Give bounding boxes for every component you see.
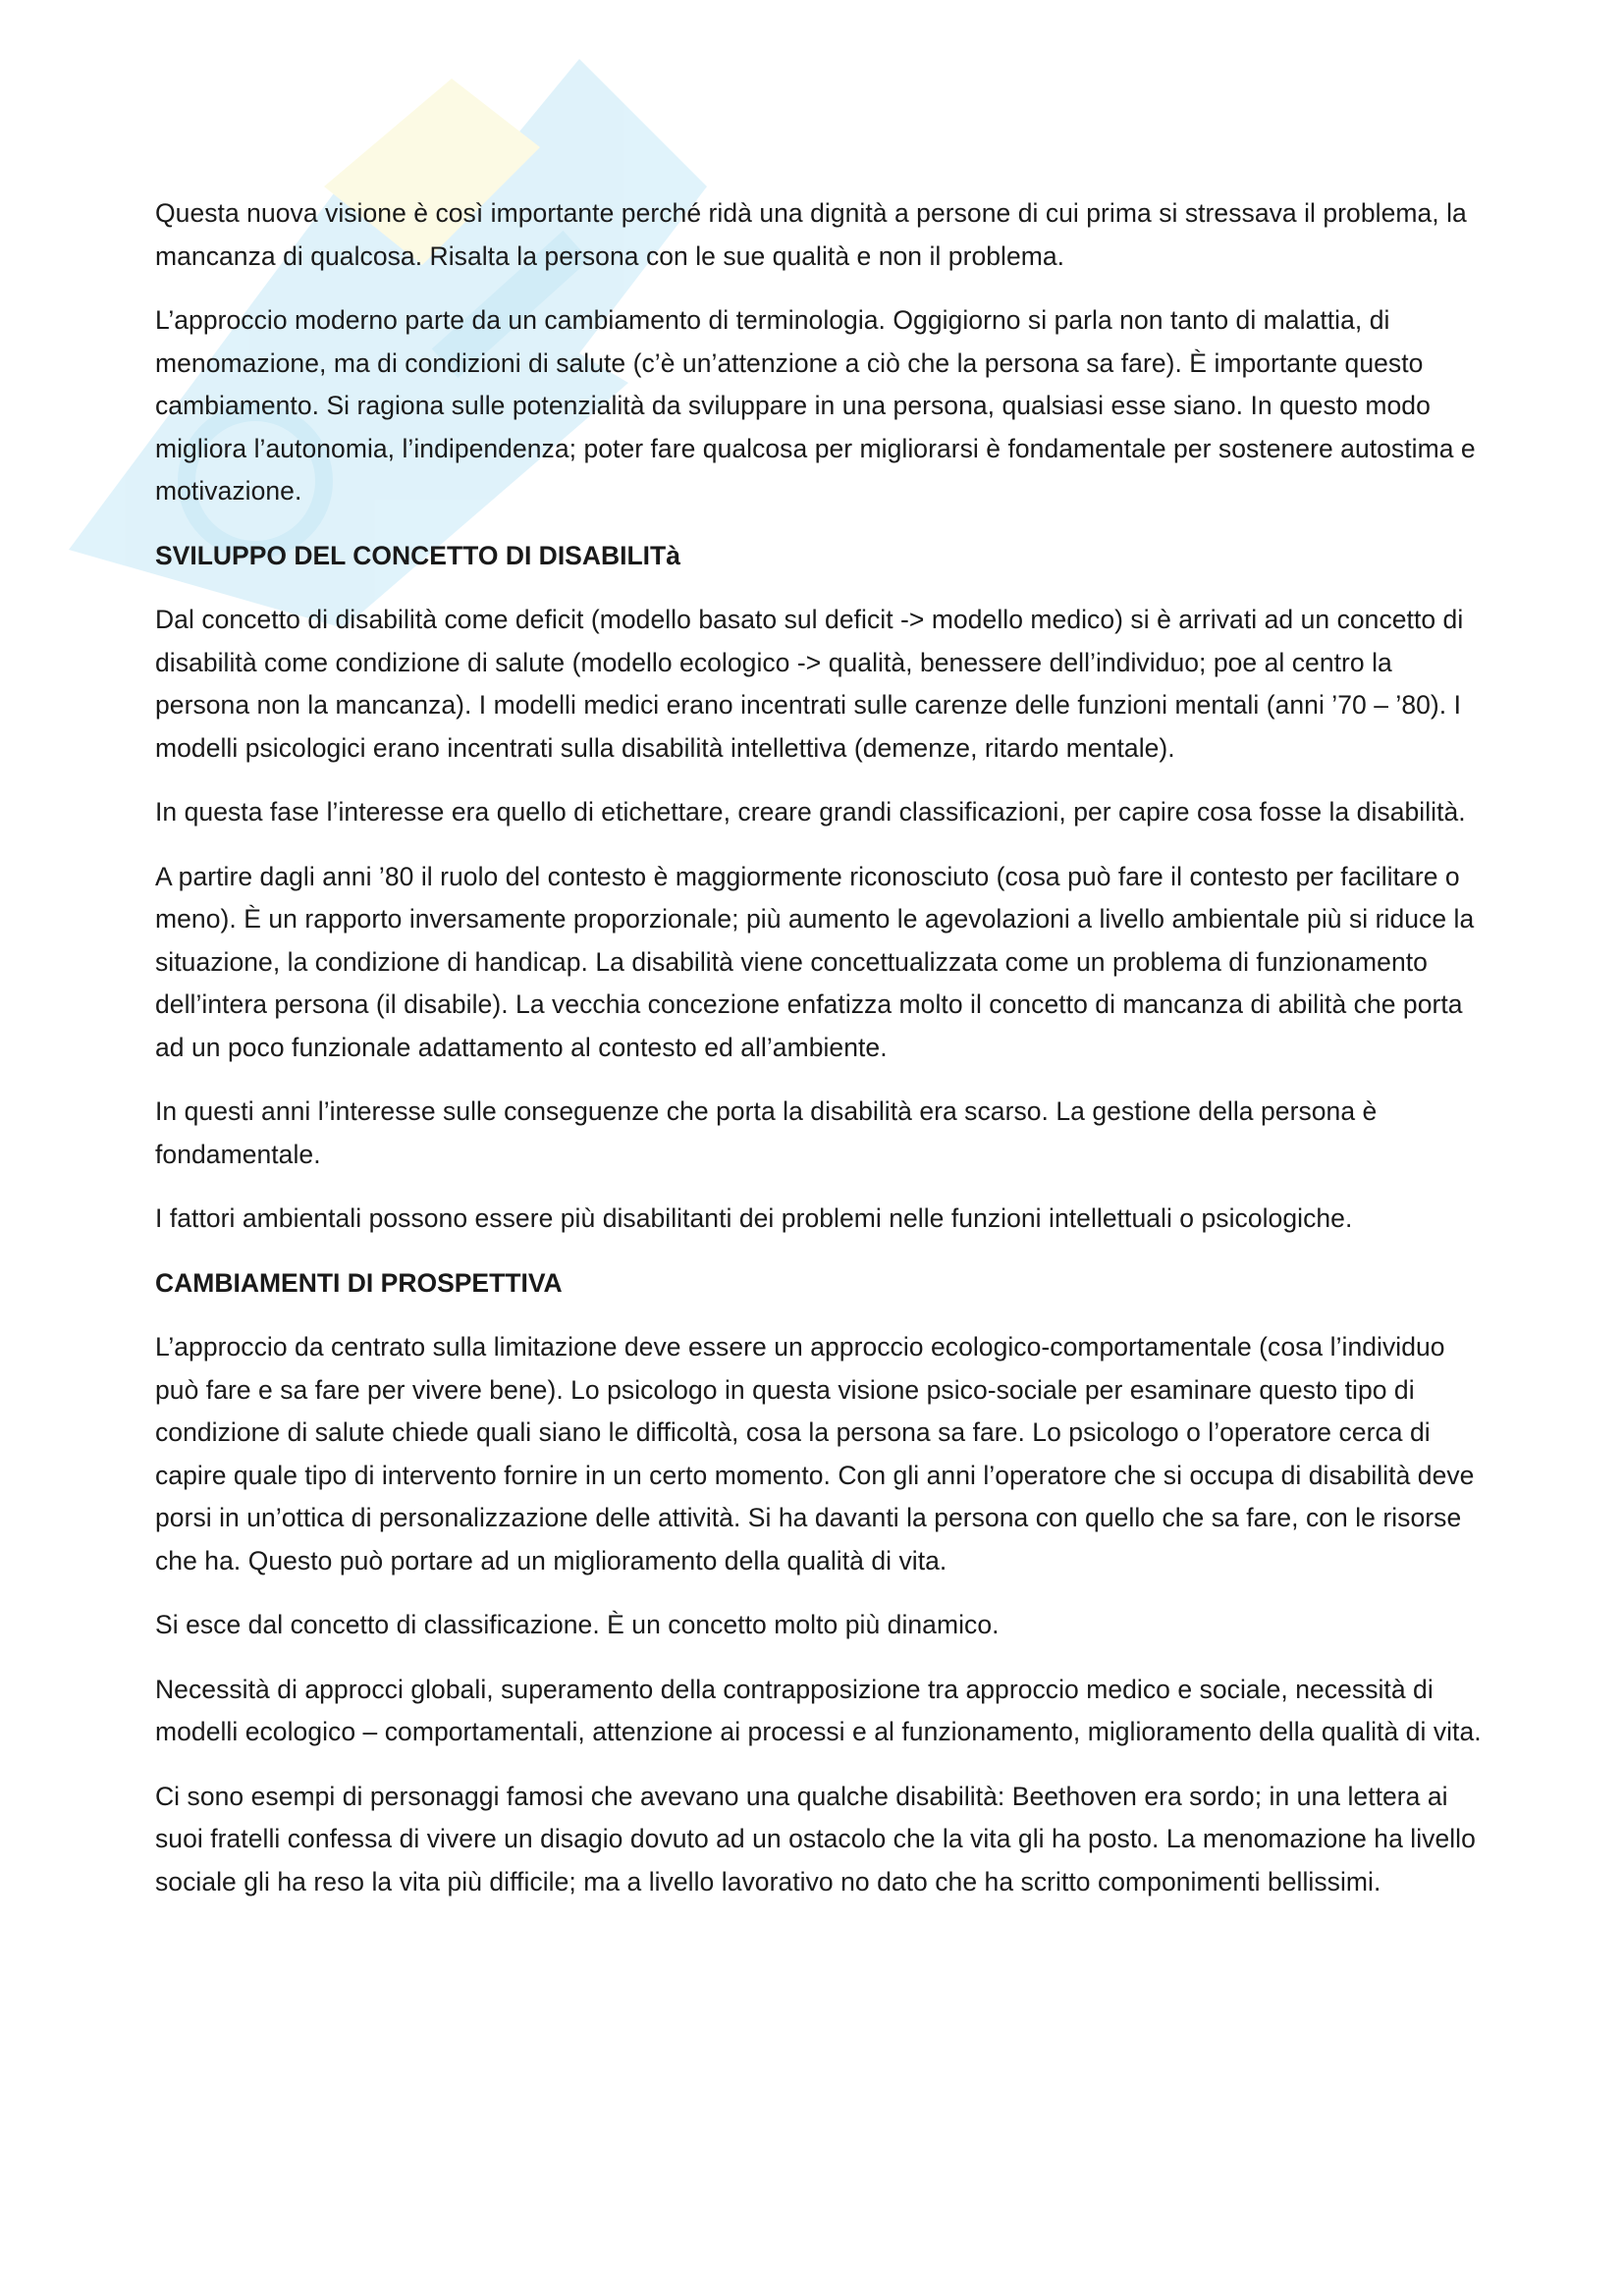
document-page: [155, 192, 1490, 1925]
paragraph-intro: Questa nuova visione è così importante perché ridà una dignità a persone di cui prima si stressava il problema, la mancanza di qualcosa. Risalta la persona con le sue qualità e non il problema.: [155, 198, 1467, 271]
paragraph-environmental-factors: I fattori ambientali possono essere più disabilitanti dei problemi nelle funzioni intellettuali o psicologiche.: [155, 1203, 1353, 1233]
paragraph-dynamic-concept: Si esce dal concetto di classificazione. È un concetto molto più dinamico.: [155, 1610, 1000, 1639]
paragraph-classification-phase: In questa fase l’interesse era quello di etichettare, creare grandi classificazioni, per capire cosa fosse la disabilità.: [155, 797, 1466, 827]
paragraph-ecological-approach: L’approccio da centrato sulla limitazione deve essere un approccio ecologico-comportamentale (cosa l’individuo può fare e sa fare per vivere bene). Lo psicologo in questa visione psico-sociale per esaminare questo tipo di condizione di salute chiede quali siano le difficoltà, cosa la persona sa fare. Lo psicologo o l’operatore cerca di capire quale tipo di intervento fornire in un certo momento. Con gli anni l’operatore che si occupa di disabilità deve porsi in un’ottica di personalizzazione delle attività. Si ha davanti la persona con quello che sa fare, con le risorse che ha. Questo può portare ad un miglioramento della qualità di vita.: [155, 1332, 1475, 1575]
paragraph-global-approaches: Necessità di approcci globali, superamento della contrapposizione tra approccio medico e sociale, necessità di modelli ecologico – comportamentali, attenzione ai processi e al funzionamento, miglioramento della qualità di vita.: [155, 1674, 1482, 1746]
paragraph-modern-approach: L’approccio moderno parte da un cambiamento di terminologia. Oggigiorno si parla non tanto di malattia, di menomazione, ma di condizioni di salute (c’è un’attenzione a ciò che la persona sa fare). È importante questo cambiamento. Si ragiona sulle potenzialità da sviluppare in una persona, qualsiasi esse siano. In questo modo migliora l’autonomia, l’indipendenza; poter fare qualcosa per migliorarsi è fondamentale per sostenere autostima e motivazione.: [155, 305, 1476, 506]
paragraph-famous-examples: Ci sono esempi di personaggi famosi che avevano una qualche disabilità: Beethoven era sordo; in una lettera ai suoi fratelli confessa di vivere un disagio dovuto ad un ostacolo che la vita gli ha posto. La menomazione ha livello sociale gli ha reso la vita più difficile; ma a livello lavorativo no dato che ha scritto componimenti bellissimi.: [155, 1781, 1476, 1896]
paragraph-context-role: A partire dagli anni ’80 il ruolo del contesto è maggiormente riconosciuto (cosa può fare il contesto per facilitare o meno). È un rapporto inversamente proporzionale; più aumento le agevolazioni a livello ambientale più si riduce la situazione, la condizione di handicap. La disabilità viene concettualizzata come un problema di funzionamento dell’intera persona (il disabile). La vecchia concezione enfatizza molto il concetto di mancanza di abilità che porta ad un poco funzionale adattamento al contesto ed all’ambiente.: [155, 861, 1475, 1062]
heading-sviluppo-concetto: SVILUPPO DEL CONCETTO DI DISABILITà: [155, 540, 680, 570]
heading-cambiamenti-prospettiva: CAMBIAMENTI DI PROSPETTIVA: [155, 1267, 563, 1298]
paragraph-consequences: In questi anni l’interesse sulle conseguenze che porta la disabilità era scarso. La gestione della persona è fondamentale.: [155, 1096, 1378, 1169]
paragraph-deficit-model: Dal concetto di disabilità come deficit (modello basato sul deficit -> modello medico) si è arrivati ad un concetto di disabilità come condizione di salute (modello ecologico -> qualità, benessere dell’individuo; poe al centro la persona non la mancanza). I modelli medici erano incentrati sulle carenze delle funzioni mentali (anni ’70 – ’80). I modelli psicologici erano incentrati sulla disabilità intellettiva (demenze, ritardo mentale).: [155, 605, 1464, 763]
